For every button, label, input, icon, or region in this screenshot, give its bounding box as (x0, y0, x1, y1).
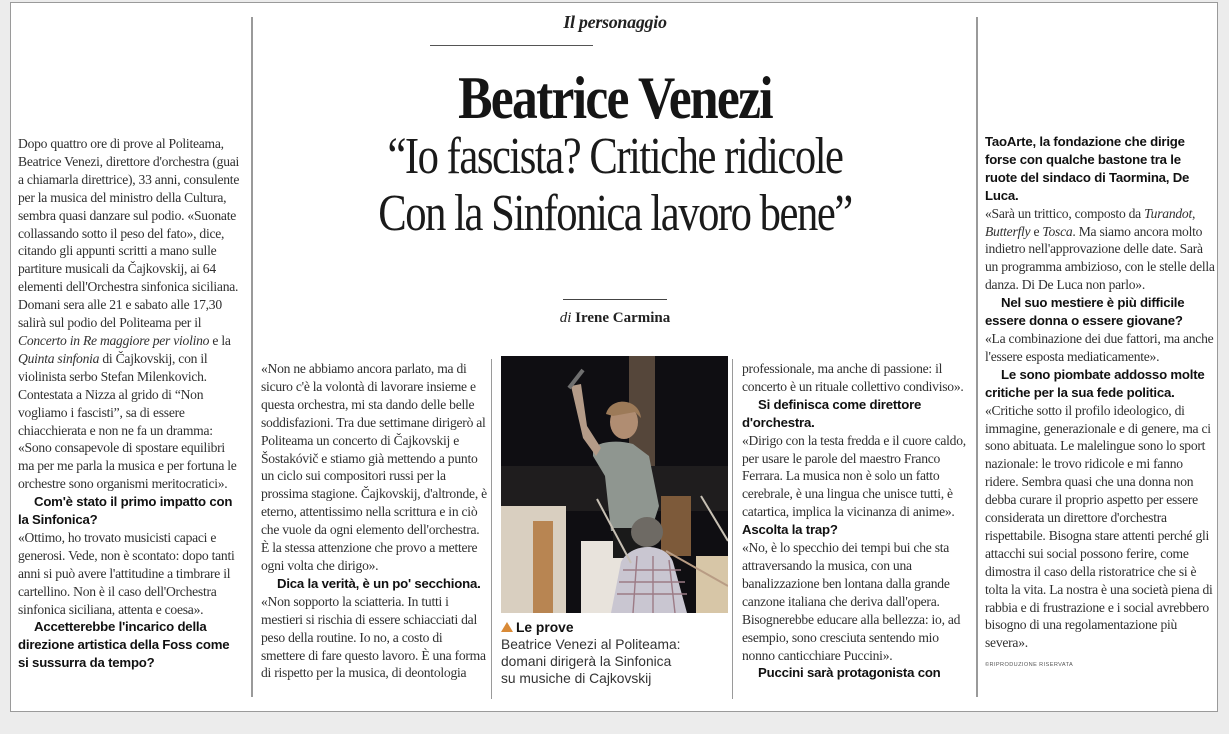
article-column-3 (742, 360, 968, 682)
triangle-marker-icon (501, 622, 513, 632)
column-divider (732, 359, 733, 699)
caption-text: Beatrice Venezi al Politeama: (501, 637, 681, 652)
interview-question: TaoArte, la fondazione che dirige forse con qualche bastone tra le ruote del sindaco di Taormina, De Luca. (985, 134, 1190, 203)
work-title: Butterfly (985, 223, 1031, 239)
conductor-photo-illustration (501, 356, 728, 613)
lead-text: Dopo quattro ore di prove al Politeama, Beatrice Venezi, direttore d'orchestra (guai a chiamarla direttrice), 33 anni, consulente per la musica del ministro della Cultura, sembra quasi danzare sul podio. «Suonate collassando sotto il peso del fato», dice, citando gli appunti scritti a mano sulle partiture musicali da Čajkovskij, ai 64 elementi dell'Orchestra sinfonica siciliana. Domani sera alle 21 e sabato alle 17,30 salirà sul podio del Politeama per il (18, 136, 240, 331)
interview-question: Le sono piombate addosso molte critiche per la sua fede politica. (985, 366, 1205, 400)
interview-answer: «Non ne abbiamo ancora parlato, ma di sicuro c'è la volontà di lavorare insieme e questa orchestra, mi sta dando delle belle soddisfazioni. Tra due settimane dirigerò al Politeama un concerto di Čajkovskij e Šostakóvič e stiamo già mettendo a punto un ciclo sui compositori russi per la prossima stagione. Čajkovskij, d'altronde, è eterno, attentissimo nella scrittura e in ciò che vuole da ogni elemento dell'orchestra. È la stessa attenzione che provo a mettere ogni volta che dirigo». (261, 361, 487, 573)
caption-title-row (501, 619, 731, 636)
headline-name: Beatrice Venezi (458, 65, 772, 131)
article-column-1 (18, 135, 243, 672)
caption-text: domani dirigerà la Sinfonica (501, 654, 672, 669)
byline-author: Irene Carmina (575, 310, 671, 326)
interview-question: Dica la verità, è un po' secchiona. (277, 575, 481, 591)
interview-answer (985, 205, 1215, 295)
answer-text: «Sarà un trittico, composto da (985, 205, 1145, 221)
byline-prefix: di (559, 310, 572, 326)
answer-text: . Ma siamo ancora molto indietro nell'approvazione delle date. Sarà un programma ambizioso, con le stelle della danza. Di De Luca non parlo». (985, 223, 1215, 293)
article-column-2 (261, 360, 487, 682)
article-photo (501, 356, 728, 613)
work-title: Turandot (1144, 205, 1192, 221)
kicker-divider (430, 45, 593, 46)
interview-answer: «Dirigo con la testa fredda e il cuore caldo, per usare le parole del maestro Franco Ferrara. La musica non è solo un fatto cerebrale, è una lingua che unisce tutti, è catartica, implica la vicinanza di anime». (742, 432, 966, 520)
copyright-notice: ©RIPRODUZIONE RISERVATA (985, 662, 1074, 669)
caption-text: su musiche di Cajkovskij (501, 671, 652, 686)
answer-text: e (1030, 223, 1043, 239)
work-title: Concerto in Re maggiore per violino (18, 332, 210, 348)
interview-question: Accetterebbe l'incarico della direzione artistica della Foss come si sussurra da tempo? (18, 619, 230, 671)
headline-quote (316, 128, 915, 242)
interview-answer: «Critiche sotto il profilo ideologico, di immagine, generazionale e di genere, ma ci sono abituata. Le malelingue sono lo sport nazionale: le trovo ridicole e mi fanno ridere. Sembra quasi che una donna non debba curare il proprio aspetto per essere considerata un direttore d'orchestra rispettabile. Bisogna stare attenti perché gli attacchi sui social possono ferire, come dimostra il caso della ristoratrice che si è tolta la vita. La nostra è una società piena di rabbia e di frustrazione e i social avrebbero bisogno di una regolamentazione più severa». (985, 402, 1213, 651)
photo-caption (501, 619, 731, 687)
interview-answer: «Ottimo, ho trovato musicisti capaci e generosi. Vede, non è scontato: dopo tanti anni si può avere l'attitudine a timbrare il cartellino. Non è il caso dell'Orchestra sinfonica siciliana, attenta e coesa». (18, 529, 235, 617)
answer-text: , (1192, 205, 1196, 221)
interview-question: Ascolta la trap? (742, 522, 838, 538)
interview-answer: professionale, ma anche di passione: il concerto è un rituale collettivo condiviso». (742, 361, 964, 394)
column-divider (491, 359, 492, 699)
work-title: Quinta sinfonia (18, 350, 100, 366)
interview-answer: «Non sopporto la sciatteria. In tutti i mestieri si rischia di essere schiacciati dal peso della routine. Io no, a costo di smettere di fare questo lavoro. È una forma di rispetto per la musica, di deontologia (261, 593, 486, 681)
lead-text: e la (209, 332, 231, 348)
article-column-4 (985, 133, 1215, 675)
headline-quote-line2: Con la Sinfonica lavoro bene” (378, 185, 852, 242)
lead-paragraph (18, 135, 243, 493)
section-kicker: Il personaggio (563, 12, 667, 32)
interview-question: Si definisca come direttore d'orchestra. (742, 396, 922, 430)
interview-answer: «No, è lo specchio dei tempi bui che sta attraversando la musica, con una banalizzazione ben lontana dalla grande canzone italiana che deriva dall'opera. Bisognerebbe educare alla bellezza: io, ad esempio, sono cresciuta sentendo mio nonno canticchiare Puccini». (742, 540, 961, 663)
caption-title: Le prove (516, 620, 574, 635)
work-title: Tosca (1042, 223, 1073, 239)
interview-answer: «La combinazione dei due fattori, ma anche l'essere esposta mediaticamente». (985, 330, 1214, 364)
column-divider (251, 17, 253, 697)
byline (250, 310, 980, 327)
interview-question: Puccini sarà protagonista con (758, 665, 941, 681)
lead-text: di Čajkovskij, con il violinista serbo Stefan Milenkovich. Contestata a Nizza al grido di “Non vogliamo i fascisti”, sa di essere chiacchierata e non ne fa un dramma: «Sono consapevole di spostare equilibri ma per me parla la musica e per fortuna le orchestre sono organismi meritocratici». (18, 350, 237, 492)
interview-question: Com'è stato il primo impatto con la Sinfonica? (18, 494, 233, 528)
interview-question: Nel suo mestiere è più difficile essere donna o essere giovane? (985, 295, 1185, 329)
headline-quote-line1: “Io fascista? Critiche ridicole (387, 128, 843, 185)
byline-divider (563, 299, 667, 300)
column-divider (976, 17, 978, 697)
